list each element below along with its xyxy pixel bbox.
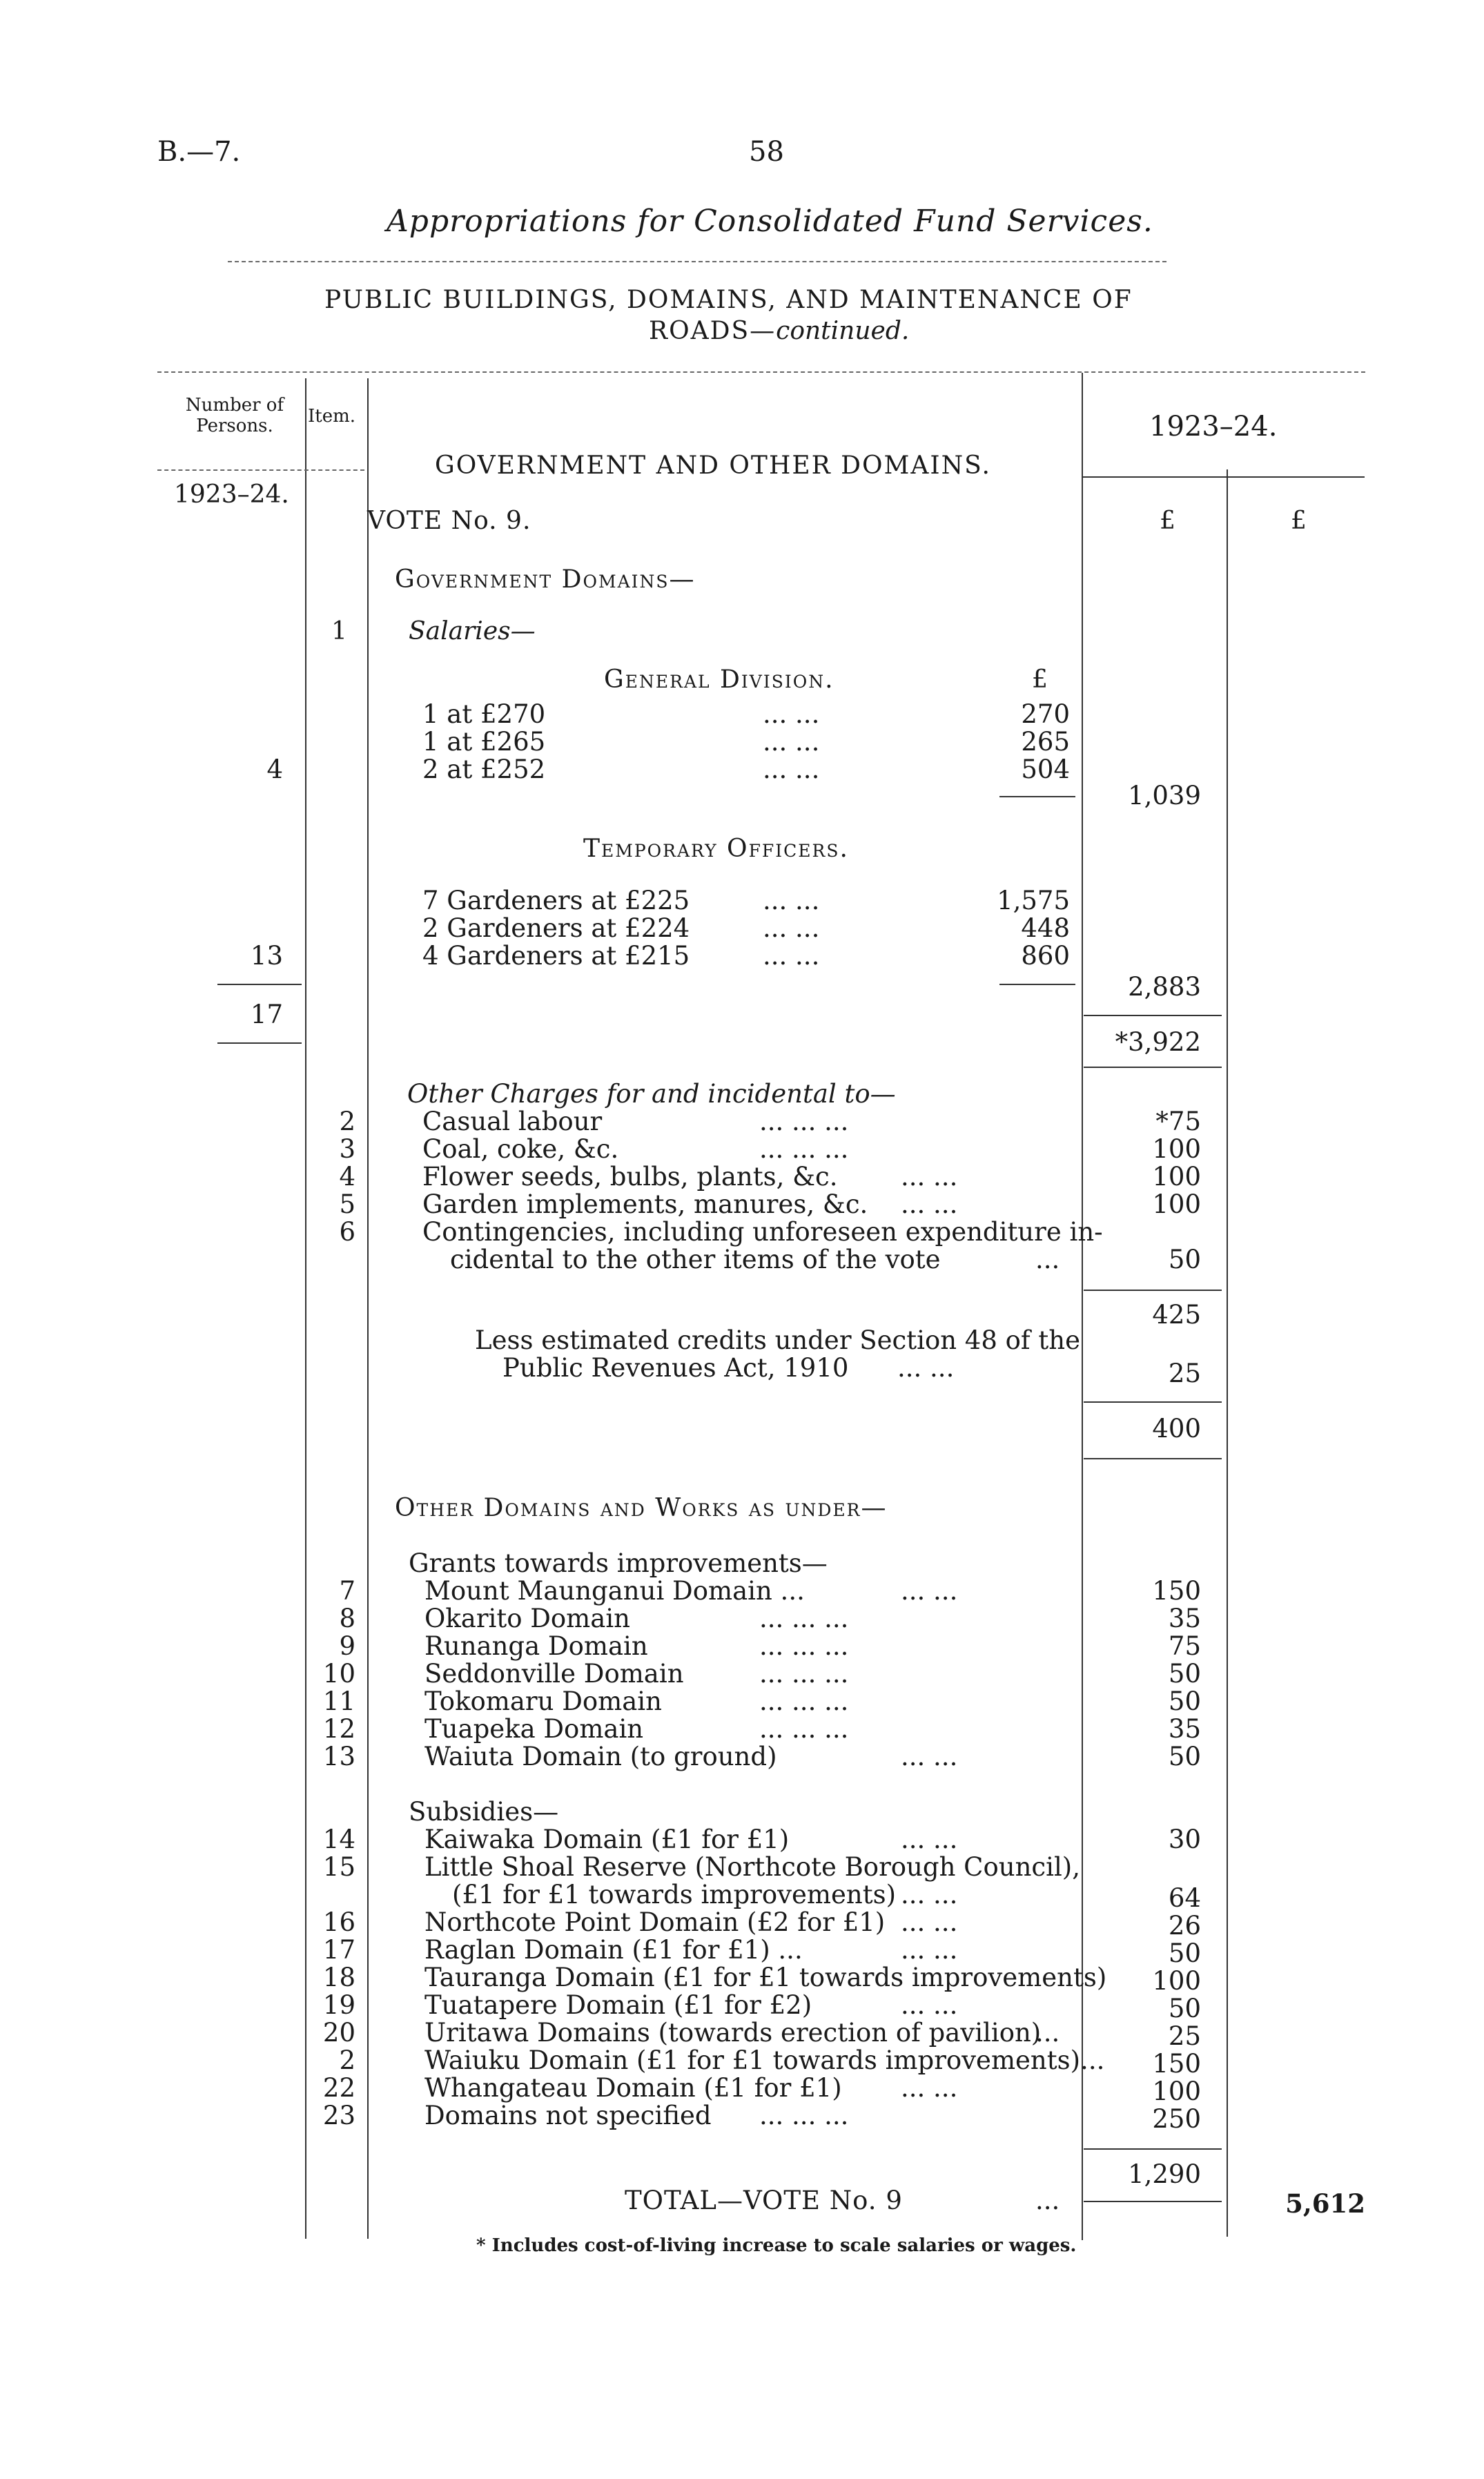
total-label: TOTAL—VOTE No. 9 (625, 2186, 903, 2215)
page-subtitle: Appropriations for Consolidated Fund Services. (387, 204, 1153, 239)
item-number: 6 (339, 1217, 355, 1247)
charges-net-rule (1084, 1401, 1222, 1403)
col-divider-amount2 (1227, 469, 1228, 2237)
subsidy-label-continued: (£1 for £1 towards improvements) (452, 1880, 897, 1909)
charges-subtotal-rule (1084, 1290, 1222, 1291)
item-number: 11 (322, 1686, 355, 1716)
dot-leader: ... ... (901, 1189, 958, 1219)
heading-continued: continued. (776, 317, 910, 345)
dot-leader: ... ... (763, 727, 820, 757)
pound-symbol-sub: £ (1032, 665, 1048, 694)
item-number: 23 (322, 2101, 355, 2130)
persons-subtotal-rule (217, 984, 302, 985)
charges-subtotal: 425 (1152, 1300, 1201, 1330)
dot-leader: ... ... ... (759, 1714, 849, 1744)
salaries-total-rule (1084, 1015, 1222, 1016)
heading-line-2 (649, 318, 909, 345)
grant-label: Tokomaru Domain (424, 1686, 662, 1716)
grand-total: 5,612 (1285, 2188, 1365, 2219)
dot-leader: ... ... ... (759, 1631, 849, 1661)
grant-label: Waiuta Domain (to ground) (424, 1742, 777, 1771)
subsidy-label: Tuatapere Domain (£1 for £2) (424, 1990, 812, 2020)
dot-leader: ... ... (897, 1353, 955, 1383)
persons-count: 4 (266, 755, 283, 784)
persons-count: 13 (250, 941, 283, 971)
grant-label: Mount Maunganui Domain ... (424, 1576, 805, 1606)
dot-leader: ... ... (901, 1576, 958, 1606)
item-number: 10 (322, 1659, 355, 1689)
salary-row-amount: 265 (1021, 727, 1070, 757)
charge-amount: 100 (1152, 1162, 1201, 1192)
salary-row-label: 1 at £270 (422, 699, 546, 729)
subsidy-amount: 30 (1168, 1825, 1201, 1854)
item-number: 16 (322, 1907, 355, 1937)
item-number: 22 (322, 2073, 355, 2103)
item-number: 9 (339, 1631, 355, 1661)
salary-row-label: 2 Gardeners at £224 (422, 913, 690, 943)
less-credits-amount: 25 (1168, 1359, 1201, 1388)
subsidy-amount: 250 (1152, 2104, 1201, 2134)
dot-leader: ... (1035, 1245, 1060, 1274)
domains-subtotal-rule (1084, 2148, 1222, 2150)
dot-leader: ... ... (901, 1880, 958, 1909)
government-domains-heading: Government Domains— (395, 565, 696, 594)
subsidy-label: Kaiwaka Domain (£1 for £1) (424, 1825, 790, 1854)
dot-leader: ... (1035, 2186, 1060, 2215)
other-domains-heading: Other Domains and Works as under— (395, 1494, 888, 1522)
charge-label: Garden implements, manures, &c. (422, 1189, 868, 1219)
grant-amount: 150 (1152, 1576, 1201, 1606)
charge-label-continued: cidental to the other items of the vote (450, 1245, 941, 1274)
subsidy-amount: 64 (1168, 1883, 1201, 1913)
item-number: 5 (339, 1189, 355, 1219)
dot-leader: ... ... ... (759, 1604, 849, 1633)
salary-row-amount: 448 (1021, 913, 1070, 943)
item-number: 7 (339, 1576, 355, 1606)
subsidy-label: Waiuku Domain (£1 for £1 towards improvements)... (424, 2045, 1105, 2075)
dot-leader: ... ... ... (759, 1107, 849, 1136)
pound-symbol-2: £ (1291, 507, 1307, 535)
item-number: 12 (322, 1714, 355, 1744)
dot-leader: ... ... (763, 699, 820, 729)
heading-line-1: PUBLIC BUILDINGS, DOMAINS, AND MAINTENANCE OF (324, 286, 1133, 314)
dot-leader: ... ... (763, 886, 820, 915)
grant-amount: 75 (1168, 1631, 1201, 1661)
salaries-label: Salaries— (409, 617, 536, 645)
persons-total-rule (217, 1042, 302, 1044)
section-title: GOVERNMENT AND OTHER DOMAINS. (435, 451, 991, 480)
domains-subtotal: 1,290 (1128, 2159, 1201, 2189)
dot-leader: ... ... (901, 2073, 958, 2103)
salary-row-amount: 860 (1021, 941, 1070, 971)
item-number: 4 (339, 1162, 355, 1192)
subsidy-label: Domains not specified (424, 2101, 712, 2130)
persons-total: 17 (250, 1000, 283, 1029)
salary-row-label: 2 at £252 (422, 755, 546, 784)
grant-label: Tuapeka Domain (424, 1714, 644, 1744)
col-divider-amount1 (1082, 373, 1083, 2240)
grant-label: Seddonville Domain (424, 1659, 684, 1689)
subtotal-rule (999, 984, 1075, 985)
dot-leader: ... ... (763, 913, 820, 943)
subsidy-amount: 150 (1152, 2049, 1201, 2079)
header-year: 1923–24. (1149, 411, 1278, 443)
pound-symbol-1: £ (1160, 507, 1175, 535)
subsidy-label: Little Shoal Reserve (Northcote Borough Council), (424, 1852, 1080, 1882)
grant-label: Runanga Domain (424, 1631, 648, 1661)
general-subtotal: 1,039 (1128, 781, 1201, 810)
subsidy-amount: 25 (1168, 2021, 1201, 2051)
charge-label: Flower seeds, bulbs, plants, &c. (422, 1162, 838, 1192)
persons-header-rule (157, 469, 364, 471)
subsidy-label: Uritawa Domains (towards erection of pavilion) (424, 2018, 1042, 2048)
salary-row-amount: 1,575 (997, 886, 1070, 915)
subsidies-heading: Subsidies— (409, 1797, 559, 1827)
header-number-of-persons: Number of Persons. (185, 395, 284, 436)
dot-leader: ... ... (763, 941, 820, 971)
dot-leader: ... ... ... (759, 1659, 849, 1689)
item-number: 8 (339, 1604, 355, 1633)
item-number: 19 (322, 1990, 355, 2020)
grants-heading: Grants towards improvements— (409, 1548, 828, 1578)
col-divider-item (367, 378, 369, 2239)
item-number: 18 (322, 1963, 355, 1992)
dot-leader: ... ... (901, 1825, 958, 1854)
year-header-rule (1082, 476, 1365, 478)
dot-leader: ... ... ... (759, 2101, 849, 2130)
temporary-officers-heading: Temporary Officers. (583, 835, 849, 863)
subsidy-label: Raglan Domain (£1 for £1) ... (424, 1935, 803, 1965)
grant-amount: 50 (1168, 1742, 1201, 1771)
item-number: 17 (322, 1935, 355, 1965)
page-number: 58 (749, 136, 784, 168)
salary-row-amount: 504 (1021, 755, 1070, 784)
subtotal-rule (999, 796, 1075, 797)
charge-label: Casual labour (422, 1107, 603, 1136)
subsidy-amount: 100 (1152, 2077, 1201, 2106)
less-credits-line-2: Public Revenues Act, 1910 (502, 1353, 849, 1383)
heading-roads: ROADS— (649, 317, 777, 345)
temp-subtotal: 2,883 (1128, 972, 1201, 1002)
dot-leader: ... ... (901, 1990, 958, 2020)
grant-label: Okarito Domain (424, 1604, 630, 1633)
salary-row-label: 4 Gardeners at £215 (422, 941, 690, 971)
salary-row-label: 7 Gardeners at £225 (422, 886, 690, 915)
grant-amount: 35 (1168, 1714, 1201, 1744)
item-number: 2 (339, 1107, 355, 1136)
dot-leader: ... (1035, 2018, 1060, 2048)
charge-amount: *75 (1155, 1107, 1201, 1136)
salaries-total: *3,922 (1115, 1027, 1201, 1057)
charge-label: Coal, coke, &c. (422, 1134, 619, 1164)
charge-amount: 100 (1152, 1189, 1201, 1219)
subsidy-label: Whangateau Domain (£1 for £1) (424, 2073, 842, 2103)
dot-leader: ... ... ... (759, 1134, 849, 1164)
subsidy-amount: 50 (1168, 1994, 1201, 2023)
dot-leader: ... ... (901, 1162, 958, 1192)
grant-amount: 50 (1168, 1659, 1201, 1689)
salaries-total-underline (1084, 1067, 1222, 1068)
item-number: 20 (322, 2018, 355, 2048)
charge-amount: 50 (1168, 1245, 1201, 1274)
grant-amount: 35 (1168, 1604, 1201, 1633)
item-number: 2 (339, 2045, 355, 2075)
vote-number: VOTE No. 9. (367, 507, 531, 535)
subsidy-label: Tauranga Domain (£1 for £1 towards improvements) (424, 1963, 1107, 1992)
charge-label: Contingencies, including unforeseen expenditure in- (422, 1217, 1103, 1247)
item-number: 15 (322, 1852, 355, 1882)
subtitle-rule (228, 261, 1166, 262)
document-code: B.—7. (157, 136, 241, 168)
dot-leader: ... ... (901, 1907, 958, 1937)
item-number: 3 (339, 1134, 355, 1164)
footnote: * Includes cost-of-living increase to scale salaries or wages. (476, 2235, 1077, 2256)
persons-year: 1923–24. (174, 480, 289, 509)
subsidy-amount: 26 (1168, 1911, 1201, 1941)
total-rule (1084, 2201, 1222, 2202)
item-number: 1 (331, 617, 347, 645)
less-credits-line-1: Less estimated credits under Section 48 of the (475, 1325, 1080, 1355)
salary-row-amount: 270 (1021, 699, 1070, 729)
other-charges-heading: Other Charges for and incidental to— (407, 1079, 896, 1109)
subsidy-label: Northcote Point Domain (£2 for £1) (424, 1907, 886, 1937)
salary-row-label: 1 at £265 (422, 727, 546, 757)
table-top-rule (157, 371, 1365, 373)
dot-leader: ... ... ... (759, 1686, 849, 1716)
charges-net-underline (1084, 1458, 1222, 1459)
grant-amount: 50 (1168, 1686, 1201, 1716)
subsidy-amount: 100 (1152, 1966, 1201, 1996)
charges-net: 400 (1152, 1414, 1201, 1443)
subsidy-amount: 50 (1168, 1938, 1201, 1968)
dot-leader: ... ... (901, 1742, 958, 1771)
dot-leader: ... ... (901, 1935, 958, 1965)
item-number: 14 (322, 1825, 355, 1854)
dot-leader: ... ... (763, 755, 820, 784)
charge-amount: 100 (1152, 1134, 1201, 1164)
header-item: Item. (308, 406, 356, 427)
item-number: 13 (322, 1742, 355, 1771)
col-divider-persons (305, 378, 306, 2239)
general-division-heading: General Division. (604, 665, 834, 694)
